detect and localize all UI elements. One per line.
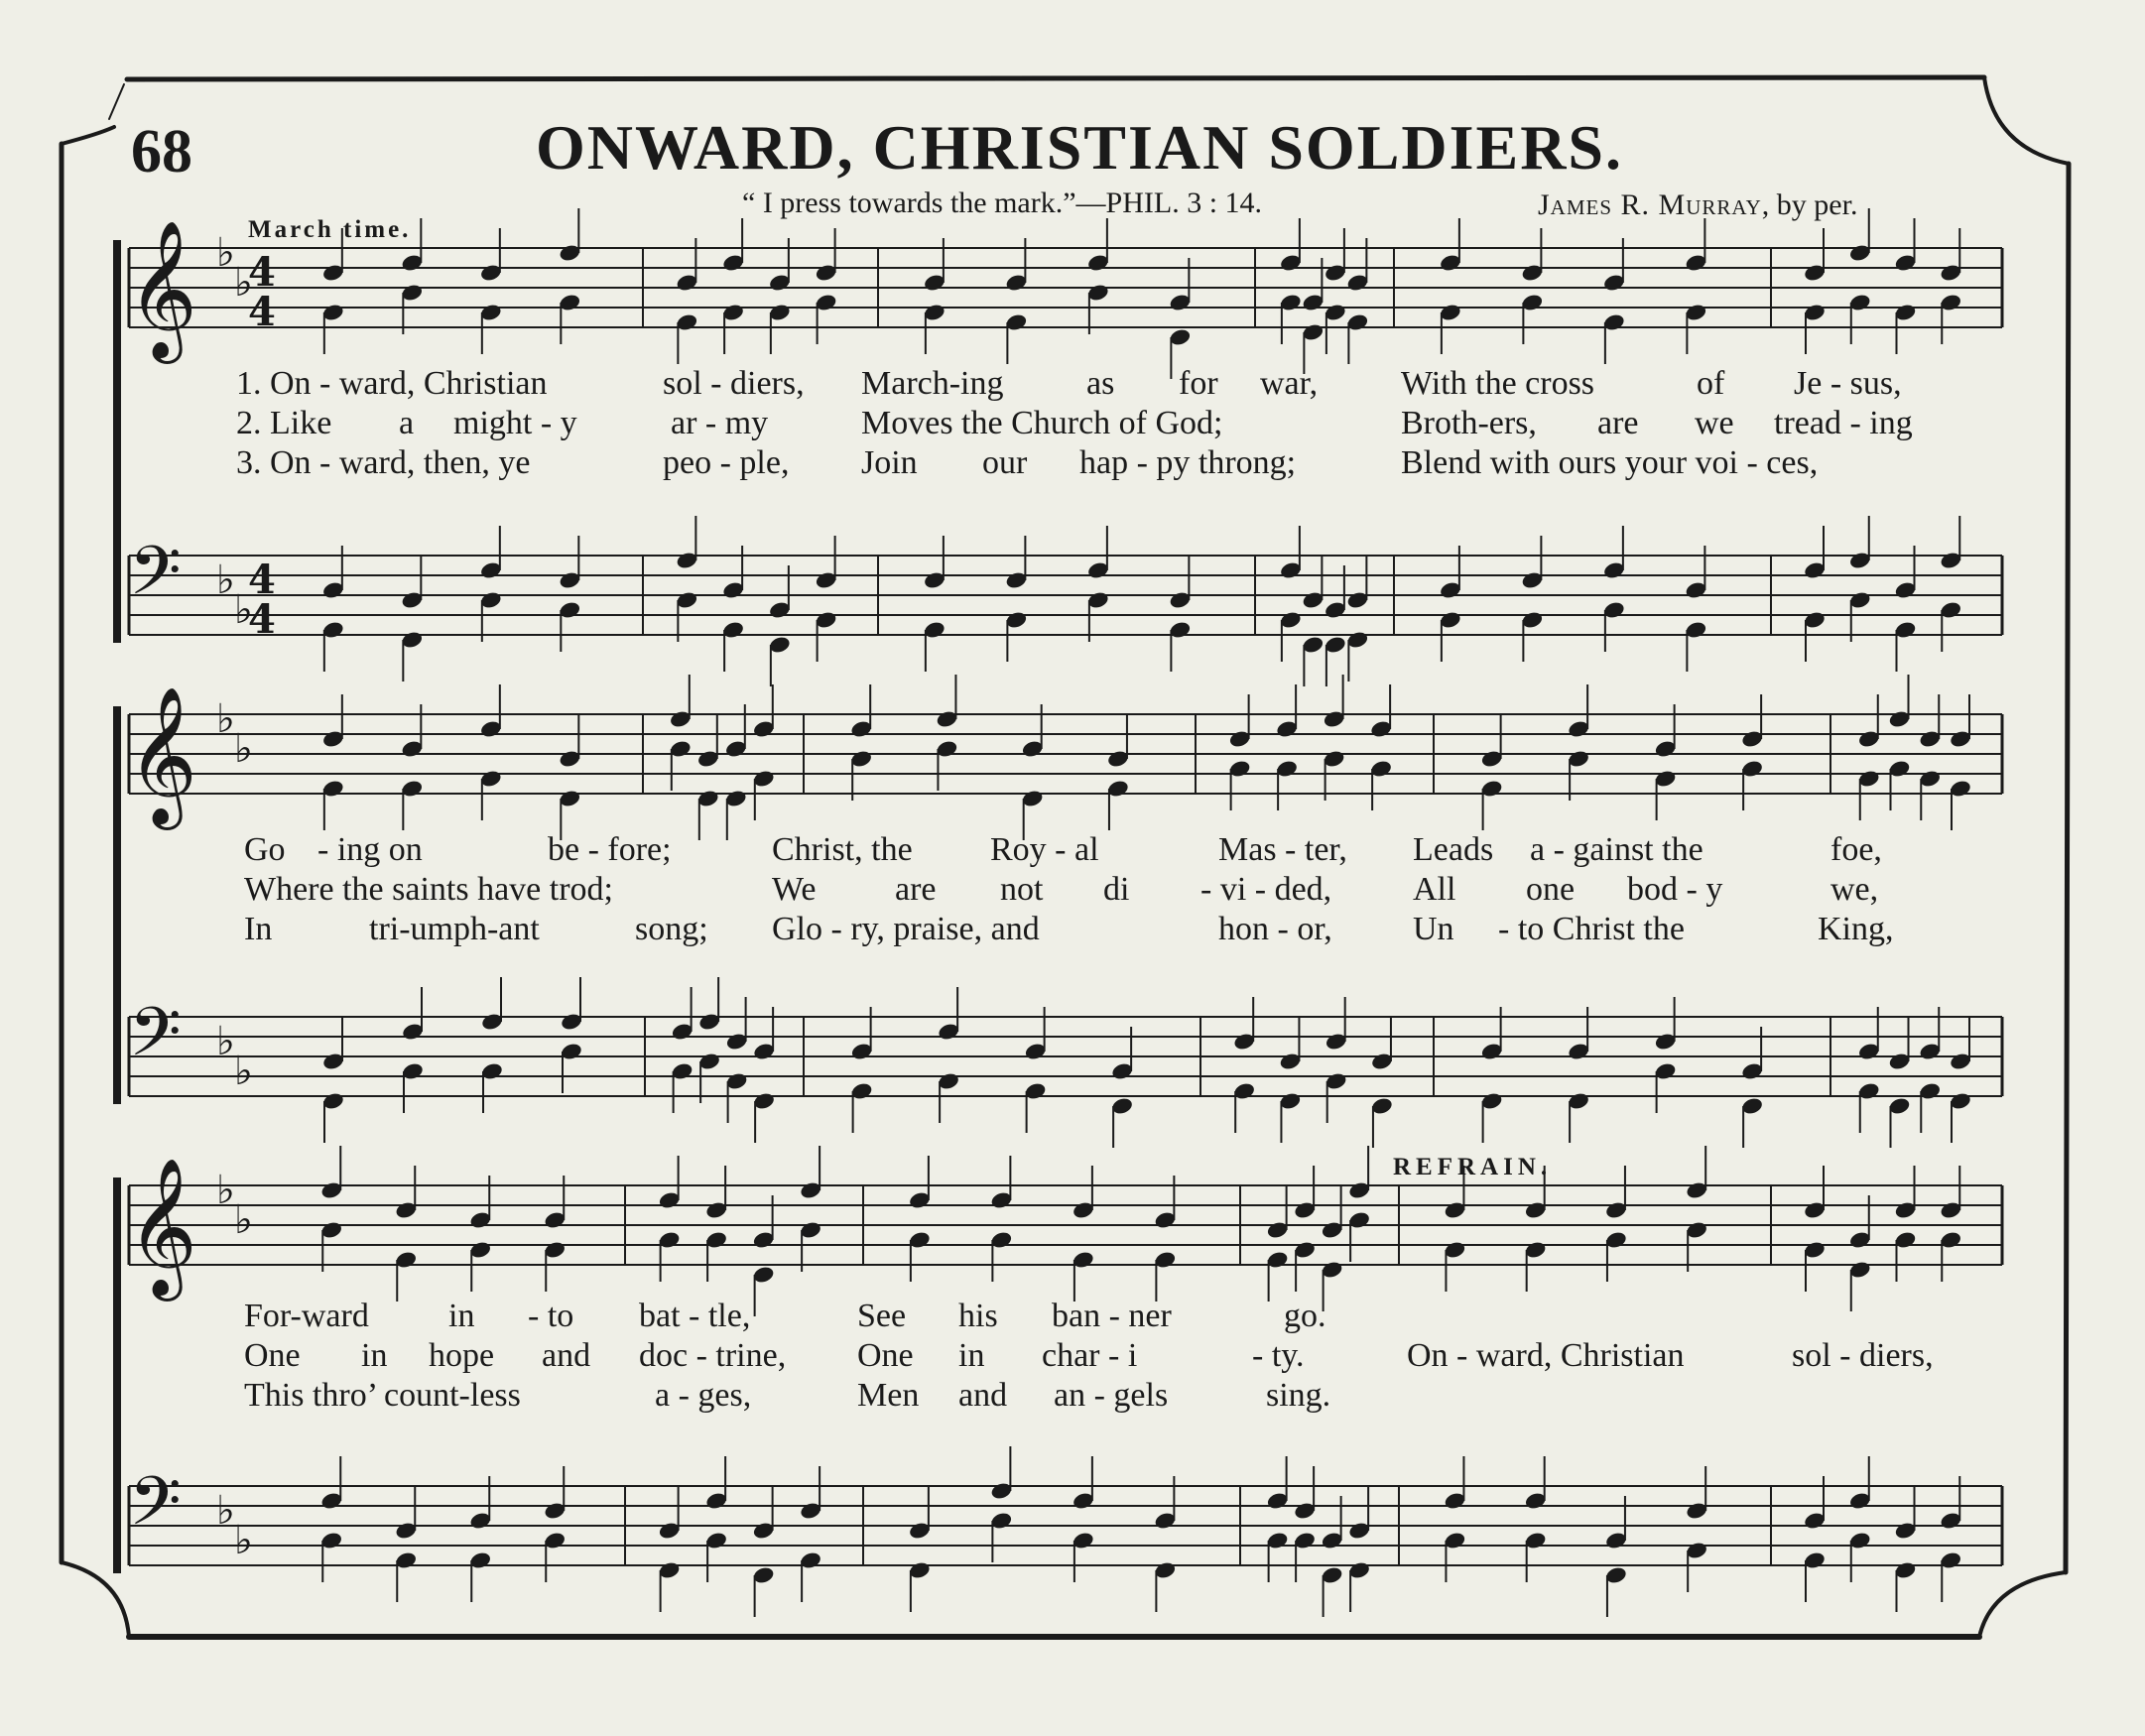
lyric: war, [1260, 365, 1319, 402]
time-signature: 4 [248, 249, 276, 296]
bass-clef: 𝄢 [129, 1463, 182, 1557]
lyric: as [1086, 365, 1115, 402]
lyric: we, [1830, 871, 1879, 908]
lyric: Blend with ours your voi - ces, [1401, 444, 1819, 481]
composer-name: James R. Murray [1538, 188, 1762, 221]
lyric: Men [857, 1377, 920, 1414]
refrain-label: REFRAIN. [1393, 1154, 1553, 1180]
lyric: 3. On - ward, then, ye [236, 444, 531, 481]
flat-sign: ♭ [234, 1197, 253, 1243]
lyric: tread - ing [1774, 405, 1913, 441]
time-signature: 4 [248, 557, 276, 603]
composer-permission: , by per. [1761, 188, 1858, 221]
lyric: in [958, 1337, 985, 1374]
flat-sign: ♭ [216, 1019, 235, 1064]
lyric: - to [528, 1298, 574, 1334]
lyric: - to Christ the [1498, 911, 1685, 947]
lyric: in [361, 1337, 388, 1374]
lyric: tri-umph-ant [369, 911, 540, 947]
flat-sign: ♭ [216, 696, 235, 742]
lyric: March-ing [861, 365, 1004, 402]
lyric: Leads [1413, 831, 1494, 868]
lyric: hap - py throng; [1079, 444, 1297, 481]
lyric: an - gels [1054, 1377, 1169, 1414]
lyric: hon - or, [1218, 911, 1332, 947]
lyric: Je - sus, [1794, 365, 1902, 402]
lyric: be - fore; [548, 831, 672, 868]
lyric: ban - ner [1052, 1298, 1172, 1334]
time-signature: 4 [248, 289, 276, 335]
lyric: we [1695, 405, 1734, 441]
flat-sign: ♭ [234, 1518, 253, 1563]
flat-sign: ♭ [234, 587, 253, 633]
lyric: - ing on [317, 831, 423, 868]
lyric: For-ward [244, 1298, 369, 1334]
lyric: Mas - ter, [1218, 831, 1347, 868]
lyric: Glo - ry, praise, and [772, 911, 1040, 947]
flat-sign: ♭ [216, 558, 235, 603]
lyric: for [1179, 365, 1218, 402]
lyric: a [399, 405, 415, 441]
lyric: a - ges, [655, 1377, 752, 1414]
lyric: a - gainst the [1530, 831, 1703, 868]
lyric: Christ, the [772, 831, 913, 868]
lyric: Roy - al [990, 831, 1099, 868]
lyric: sing. [1266, 1377, 1331, 1414]
lyric: Join [861, 444, 918, 481]
lyric: sol - diers, [663, 365, 805, 402]
scripture-reference: “ I press towards the mark.”—PHIL. 3 : 14. [742, 186, 1263, 219]
lyric: King, [1818, 911, 1894, 947]
flat-sign: ♭ [216, 1168, 235, 1213]
lyric: and [542, 1337, 591, 1374]
treble-clef: 𝄞 [127, 1158, 197, 1296]
lyric: This thro’ count-less [244, 1377, 521, 1414]
lyric: hope [429, 1337, 495, 1374]
lyric: char - i [1042, 1337, 1138, 1374]
lyric: One [244, 1337, 301, 1374]
lyric: doc - trine, [639, 1337, 787, 1374]
lyric: foe, [1830, 831, 1882, 868]
flat-sign: ♭ [216, 230, 235, 276]
composer-credit [1538, 188, 1857, 222]
lyric: ar - my [671, 405, 769, 441]
lyric: See [857, 1298, 907, 1334]
page-number: 68 [131, 118, 192, 186]
lyric: and [958, 1377, 1008, 1414]
treble-clef: 𝄞 [127, 686, 197, 824]
flat-sign: ♭ [234, 1049, 253, 1094]
lyric: 2. Like [236, 405, 332, 441]
lyric: Broth-ers, [1401, 405, 1537, 441]
lyric: might - y [453, 405, 577, 441]
flat-sign: ♭ [216, 1488, 235, 1534]
lyric: All [1413, 871, 1456, 908]
lyric: Moves the Church of God; [861, 405, 1223, 441]
lyric: Go [244, 831, 286, 868]
lyric: are [895, 871, 937, 908]
lyric: One [857, 1337, 914, 1374]
lyric: one [1526, 871, 1576, 908]
lyric: sol - diers, [1792, 1337, 1934, 1374]
lyric: We [772, 871, 817, 908]
lyric: are [1597, 405, 1639, 441]
lyric: - vi - ded, [1200, 871, 1332, 908]
lyric: Un [1413, 911, 1454, 947]
lyric: of [1697, 365, 1725, 402]
lyric: not [1000, 871, 1044, 908]
lyric: In [244, 911, 273, 947]
lyric: 1. On - ward, Christian [236, 365, 548, 402]
lyric: song; [635, 911, 708, 947]
lyric: bod - y [1627, 871, 1723, 908]
treble-clef: 𝄞 [127, 220, 197, 358]
lyric: his [958, 1298, 998, 1334]
hymn-title: ONWARD, CHRISTIAN SOLDIERS. [536, 112, 1623, 183]
flat-sign: ♭ [234, 726, 253, 772]
lyric: Where the saints have trod; [244, 871, 613, 908]
lyric: di [1103, 871, 1130, 908]
lyric: go. [1284, 1298, 1326, 1334]
flat-sign: ♭ [234, 260, 253, 306]
lyric: our [982, 444, 1028, 481]
time-signature: 4 [248, 596, 276, 643]
tempo-marking: March time. [248, 216, 412, 243]
lyric: With the cross [1401, 365, 1595, 402]
lyric: peo - ple, [663, 444, 790, 481]
lyric: - ty. [1252, 1337, 1305, 1374]
lyric: in [448, 1298, 475, 1334]
bass-clef: 𝄢 [129, 994, 182, 1088]
lyric: On - ward, Christian [1407, 1337, 1685, 1374]
lyric: bat - tle, [639, 1298, 751, 1334]
bass-clef: 𝄢 [129, 533, 182, 627]
